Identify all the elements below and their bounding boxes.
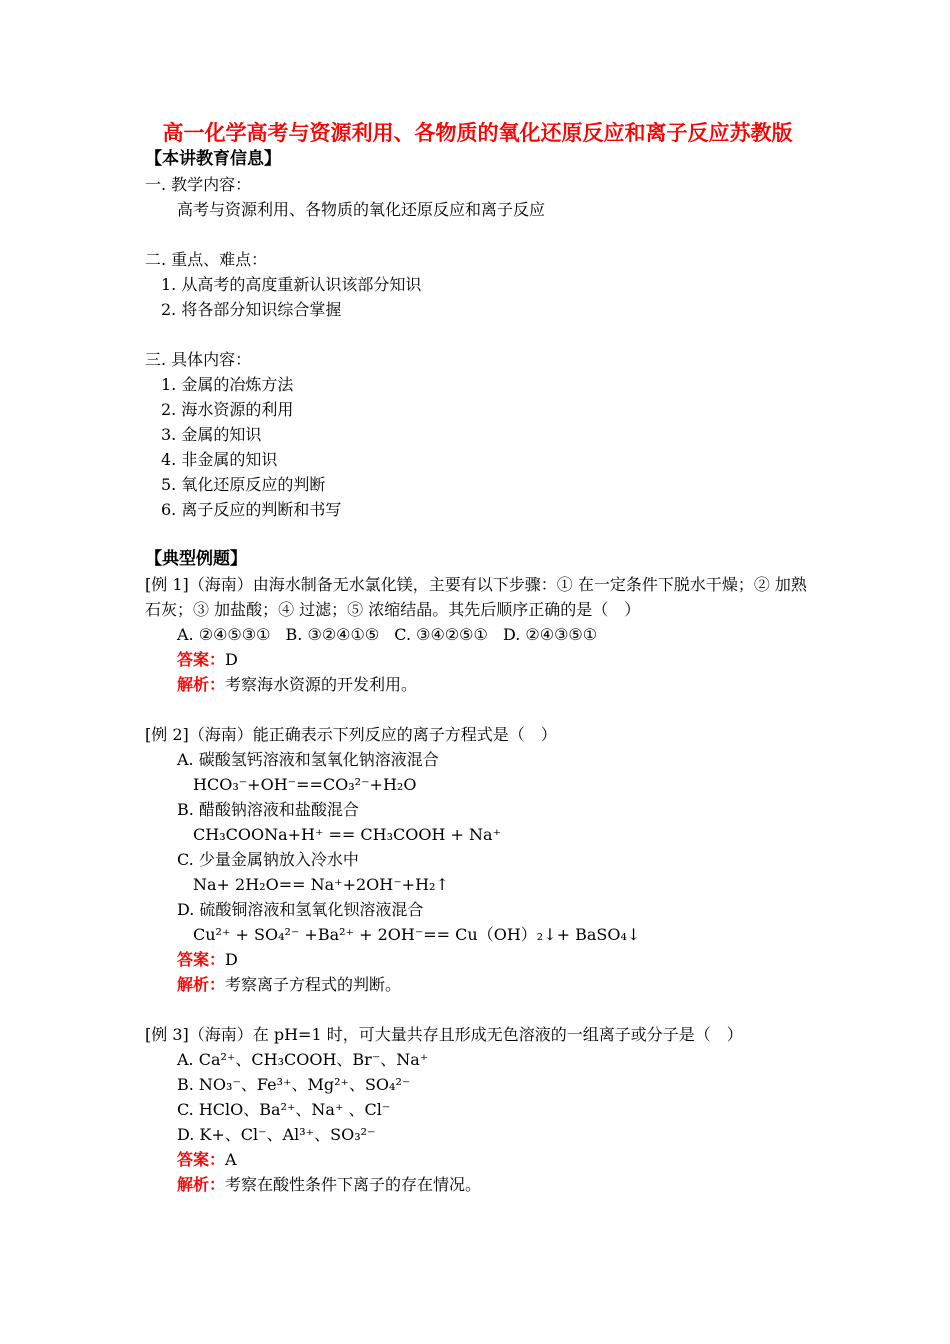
example2-option-d: D. 硫酸铜溶液和氢氧化钡溶液混合: [177, 900, 424, 919]
answer-label: 答案：: [177, 650, 226, 669]
example3-option-d: D. K+、Cl⁻、Al³⁺、SO₃²⁻: [177, 1125, 376, 1144]
example2-answer: D: [225, 950, 238, 969]
example2-question: [例 2]（海南）能正确表示下列反应的离子方程式是（ ）: [145, 725, 557, 744]
part3-label: 三. 具体内容：: [145, 350, 252, 369]
example1-analysis-line: [145, 672, 810, 697]
document-title: 高一化学高考与资源利用、各物质的氧化还原反应和离子反应苏教版: [162, 120, 793, 145]
example1-question: [例 1]（海南）由海水制备无水氯化镁，主要有以下步骤：① 在一定条件下脱水干燥；② 加熟石灰；③ 加盐酸；④ 过滤；⑤ 浓缩结晶。其先后顺序正确的是（ ）: [145, 575, 807, 619]
part2-item: 1. 从高考的高度重新认识该部分知识: [161, 275, 422, 294]
part2-label: 二. 重点、难点：: [145, 250, 268, 269]
analysis-label: 解析：: [177, 975, 226, 994]
part3-item: 2. 海水资源的利用: [161, 400, 294, 419]
example1-option-a: A. ②④⑤③①: [177, 625, 271, 644]
example3-answer-line: [145, 1147, 810, 1172]
example1-options: [145, 622, 810, 647]
example2-equation-b: CH₃COONa+H⁺ == CH₃COOH + Na⁺: [193, 825, 502, 844]
example2-option-a: A. 碳酸氢钙溶液和氢氧化钠溶液混合: [177, 750, 439, 769]
example3-option-a: A. Ca²⁺、CH₃COOH、Br⁻、Na⁺: [177, 1050, 429, 1069]
part3-item: 6. 离子反应的判断和书写: [161, 500, 342, 519]
analysis-label: 解析：: [177, 1175, 226, 1194]
part3-item: 1. 金属的冶炼方法: [161, 375, 294, 394]
answer-label: 答案：: [177, 1150, 226, 1169]
part3-item: 4. 非金属的知识: [161, 450, 278, 469]
example3-answer: A: [225, 1150, 237, 1169]
example2-option-c: C. 少量金属钠放入冷水中: [177, 850, 359, 869]
example1-option-c: C. ③④②⑤①: [394, 625, 488, 644]
example1-option-d: D. ②④③⑤①: [502, 625, 598, 644]
example2-analysis-line: [145, 972, 810, 997]
example2-equation-a: HCO₃⁻+OH⁻==CO₃²⁻+H₂O: [193, 775, 417, 794]
example3-option-c: C. HClO、Ba²⁺、Na⁺ 、Cl⁻: [177, 1100, 391, 1119]
part3-item: 3. 金属的知识: [161, 425, 262, 444]
example2-equation-c: Na+ 2H₂O== Na⁺+2OH⁻+H₂↑: [193, 875, 449, 894]
example3-question: [例 3]（海南）在 pH=1 时，可大量共存且形成无色溶液的一组离子或分子是（ ）: [145, 1025, 743, 1044]
example1-answer-line: [145, 647, 810, 672]
example1-answer: D: [225, 650, 238, 669]
example2-option-b: B. 醋酸钠溶液和盐酸混合: [177, 800, 359, 819]
example2-equation-d: Cu²⁺ + SO₄²⁻ +Ba²⁺ + 2OH⁻== Cu（OH）₂↓+ BaSO₄↓: [193, 925, 641, 944]
example2-analysis: 考察离子方程式的判断。: [225, 975, 402, 994]
section-heading-info: 【本讲教育信息】: [145, 149, 281, 169]
example2-answer-line: [145, 947, 810, 972]
example3-option-b: B. NO₃⁻、Fe³⁺、Mg²⁺、SO₄²⁻: [177, 1075, 411, 1094]
part2-item: 2. 将各部分知识综合掌握: [161, 300, 342, 319]
section-heading-examples: 【典型例题】: [145, 549, 247, 569]
example1-analysis: 考察海水资源的开发利用。: [225, 675, 418, 694]
example3-analysis-line: [145, 1172, 810, 1197]
answer-label: 答案：: [177, 950, 226, 969]
part1-label: 一. 教学内容：: [145, 175, 252, 194]
document-page: [145, 118, 810, 1197]
part1-text: 高考与资源利用、各物质的氧化还原反应和离子反应: [177, 200, 546, 219]
part3-item: 5. 氧化还原反应的判断: [161, 475, 326, 494]
analysis-label: 解析：: [177, 675, 226, 694]
example1-option-b: B. ③②④①⑤: [285, 625, 380, 644]
example3-analysis: 考察在酸性条件下离子的存在情况。: [225, 1175, 482, 1194]
